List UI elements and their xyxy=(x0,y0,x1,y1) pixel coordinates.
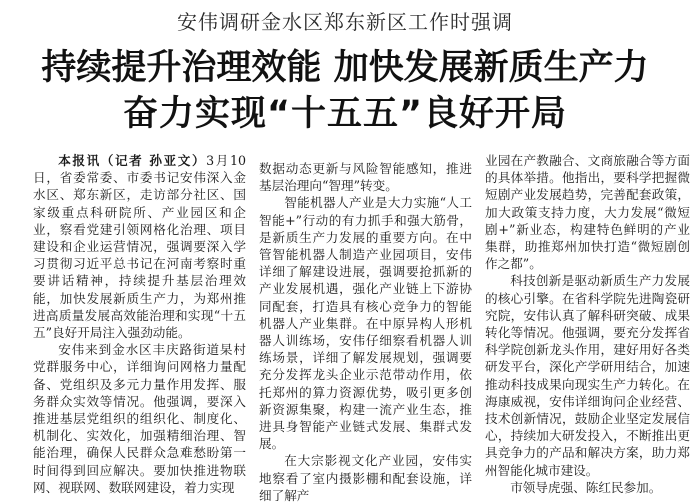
article-paragraph xyxy=(33,152,246,341)
article-paragraph: 科技创新是驱动新质生产力发展的核心引擎。在省科学院先进陶瓷研究院，安伟认真了解科研突破、成果转化等情况。他强调，要充分发挥省科学院创新龙头作用，建好用好各类研发平台，深化产学研用结合，加速推动科技成果向现实生产力转化。在海康威视，安伟详细询问企业经营、技术创新情况，鼓励企业坚定发展信心，持续加大研发投入，不断推出更具竞争力的产品和解决方案，助力郑州智能化城市建设。 xyxy=(485,273,690,478)
byline: 本报讯（记者 孙亚文） xyxy=(58,153,207,168)
article-column-3 xyxy=(485,152,690,495)
article-paragraph: 智能机器人产业是大力实施“人工智能+”行动的有力抓手和强大筋骨，是新质生产力发展的重要方向。在中管智能机器人制造产业园项目，安伟详细了解建设进展，强调要抢抓新的产业发展机遇，强化产业链上下游协同配套，打造具有核心竞争力的智能机器人产业集群。在中原异构人形机器人训练场，安伟仔细察看机器人训练场景，详细了解发展规划，强调要充分发挥龙头企业示范带动作用，依托郑州的算力资源优势，吸引更多创新资源集聚，构建一流产业生态，推进具身智能产业链式发展、集群式发展。 xyxy=(259,195,472,452)
headline-line-2: 奋力实现“十五五”良好开局 xyxy=(122,94,567,134)
article-column-2 xyxy=(259,160,472,503)
article-column-1 xyxy=(33,152,246,495)
article-paragraph: 安伟来到金水区丰庆路街道杲村党群服务中心，详细询问网格力量配备、党组织及多元力量作用发挥、服务群众实效等情况。他强调，要深入推进基层党组织的组织化、制度化、机制化、实效化，加强精细治理、智能治理，确保人民群众急难愁盼第一时间得到回应解决。要加快推进物联网、视联网、数联网建设，着力实现 xyxy=(33,342,246,495)
article-paragraph: 市领导虎强、陈红民参加。 xyxy=(510,479,662,495)
headline-line-1: 持续提升治理效能 加快发展新质生产力 xyxy=(41,48,649,88)
article-paragraph: 在大宗影视文化产业园，安伟实地察看了室内摄影棚和配套设施，详细了解产 xyxy=(259,453,472,503)
article-paragraph: 数据动态更新与风险智能感知，推进基层治理向“智理”转变。 xyxy=(259,161,472,194)
article-paragraph: 业园在产教融合、文商旅融合等方面的具体举措。他指出，要科学把握微短剧产业发展趋势，完善配套政策，加大政策支持力度，大力发展“微短剧+”新业态，构建特色鲜明的产业集群，助推郑州加快打造“微短剧创作之都”。 xyxy=(485,153,690,272)
paragraph-text: 3月10日，省委常委、市委书记安伟深入金水区、郑东新区，走访部分社区、国家级重点科研院所、产业园区和企业，察看党建引领网格化治理、项目建设和企业运营情况，强调要深入学习贯彻习近平总书记在河南考察时重要讲话精神，持续提升基层治理效能，加快发展新质生产力，为郑州推进高质量发展高效能治理和实现“十五五”良好开局注入强劲动能。 xyxy=(33,153,246,341)
article-subtitle: 安伟调研金水区郑东新区工作时强调 xyxy=(177,10,513,34)
